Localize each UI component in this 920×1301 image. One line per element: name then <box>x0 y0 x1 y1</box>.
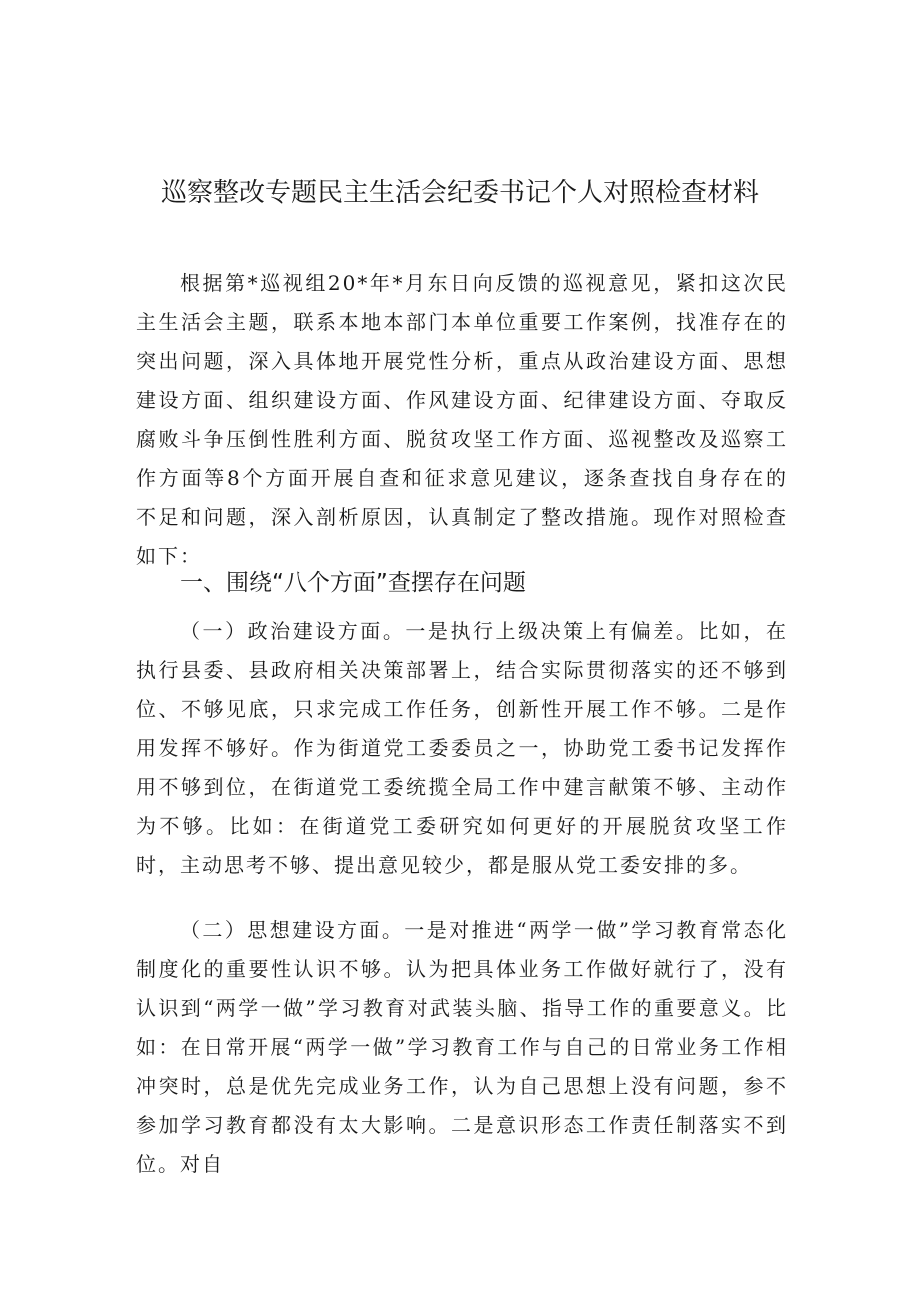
paragraph-political-building: （一）政治建设方面。一是执行上级决策上有偏差。比如，在执行县委、县政府相关决策部署上，结合实际贯彻落实的还不够到位、不够见底，只求完成工作任务，创新性开展工作不够。二是作用发挥不够好。作为街道党工委委员之一，协助党工委书记发挥作用不够到位，在街道党工委统揽全局工作中建言献策不够、主动作为不够。比如：在街道党工委研究如何更好的开展脱贫攻坚工作时，主动思考不够、提出意见较少，都是服从党工委安排的多。 <box>136 619 788 877</box>
section-heading: 一、围绕“八个方面”查摆存在问题 <box>180 570 526 596</box>
paragraph-ideological-building: （二）思想建设方面。一是对推进“两学一做”学习教育常态化制度化的重要性认识不够。认为把具体业务工作做好就行了，没有认识到“两学一做”学习教育对武装头脑、指导工作的重要意义。比如：在日常开展“两学一做”学习教育工作与自己的日常业务工作相冲突时，总是优先完成业务工作，认为自己思想上没有问题，参不参加学习教育都没有太大影响。二是意识形态工作责任制落实不到位。对自 <box>136 918 788 1176</box>
intro-paragraph: 根据第*巡视组20*年*月东日向反馈的巡视意见，紧扣这次民主生活会主题，联系本地本部门本单位重要工作案例，找准存在的突出问题，深入具体地开展党性分析，重点从政治建设方面、思想建设方面、组织建设方面、作风建设方面、纪律建设方面、夺取反腐败斗争压倒性胜利方面、脱贫攻坚工作方面、巡视整改及巡察工作方面等8个方面开展自查和征求意见建议，逐条查找自身存在的不足和问题，深入剖析原因，认真制定了整改措施。现作对照检查如下： <box>136 271 788 568</box>
document-title: 巡察整改专题民主生活会纪委书记个人对照检查材料 <box>160 178 759 208</box>
